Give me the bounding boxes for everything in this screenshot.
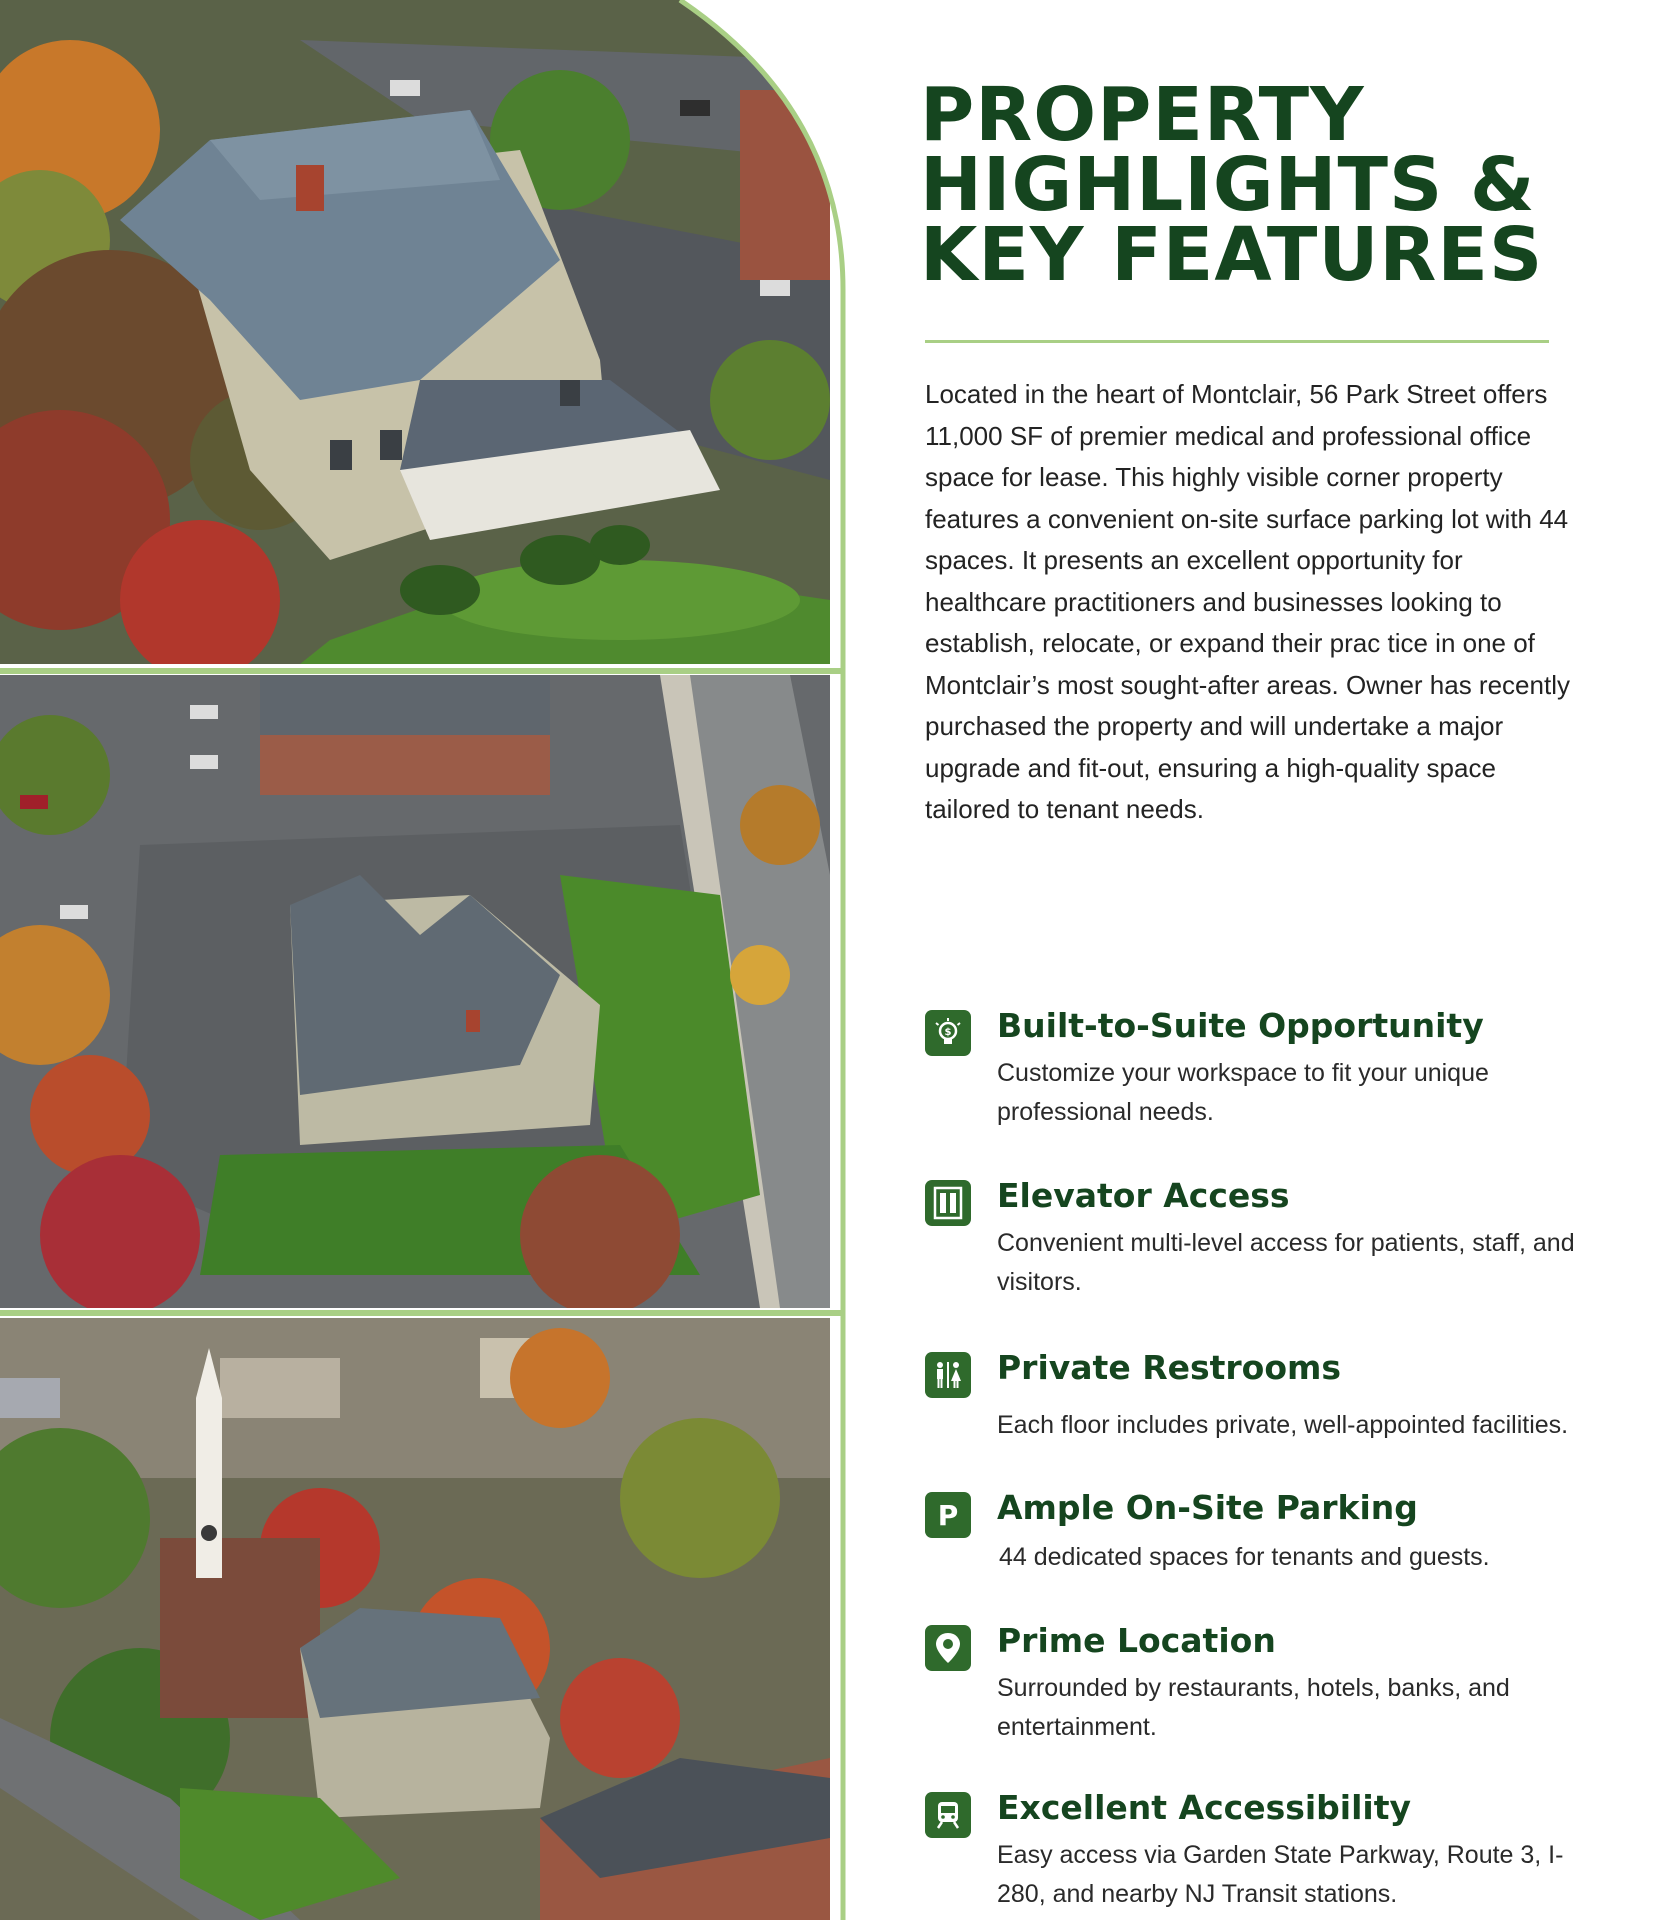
elevator-icon	[925, 1180, 971, 1226]
svg-text:P: P	[937, 1500, 959, 1530]
restroom-icon	[925, 1352, 971, 1398]
lightbulb-dollar-icon	[925, 1010, 971, 1056]
feature-title: Excellent Accessibility	[997, 1788, 1412, 1827]
title-divider	[925, 340, 1549, 343]
page-title: PROPERTY HIGHLIGHTS & KEY FEATURES	[920, 72, 1544, 298]
feature-description: Convenient multi-level access for patients, staff, and visitors.	[997, 1229, 1575, 1296]
svg-text:$: $	[944, 1027, 952, 1038]
feature-title: Built-to-Suite Opportunity	[997, 1006, 1484, 1045]
feature-title: Elevator Access	[997, 1176, 1290, 1215]
feature-title: Prime Location	[997, 1621, 1276, 1660]
content-panel	[920, 72, 1590, 1908]
train-icon	[925, 1792, 971, 1838]
intro-paragraph: Located in the heart of Montclair, 56 Park Street offers 11,000 SF of premier medical and professional office space for lease. This highly visible corner property features a convenient on-site surface parking lot with 44 spaces. It presents an excellent opportunity for healthcare practitioners and businesses looking to establish, relocate, or expand their prac tice in one of Montclair’s most sought-after areas. Owner has recently purchased the property and will undertake a major upgrade and fit-out, ensuring a high-quality space tailored to tenant needs.	[925, 379, 1570, 824]
location-pin-icon	[925, 1625, 971, 1671]
parking-icon	[925, 1492, 971, 1538]
feature-description: Surrounded by restaurants, hotels, banks, and entertainment.	[997, 1674, 1510, 1741]
feature-description: Customize your workspace to fit your unique professional needs.	[997, 1059, 1489, 1126]
feature-title: Private Restrooms	[997, 1348, 1342, 1387]
feature-description: Easy access via Garden State Parkway, Route 3, I-280, and nearby NJ Transit stations.	[997, 1841, 1564, 1908]
feature-title: Ample On-Site Parking	[997, 1488, 1418, 1527]
feature-description: Each floor includes private, well-appointed facilities.	[997, 1411, 1569, 1439]
feature-description: 44 dedicated spaces for tenants and guests.	[999, 1543, 1490, 1571]
